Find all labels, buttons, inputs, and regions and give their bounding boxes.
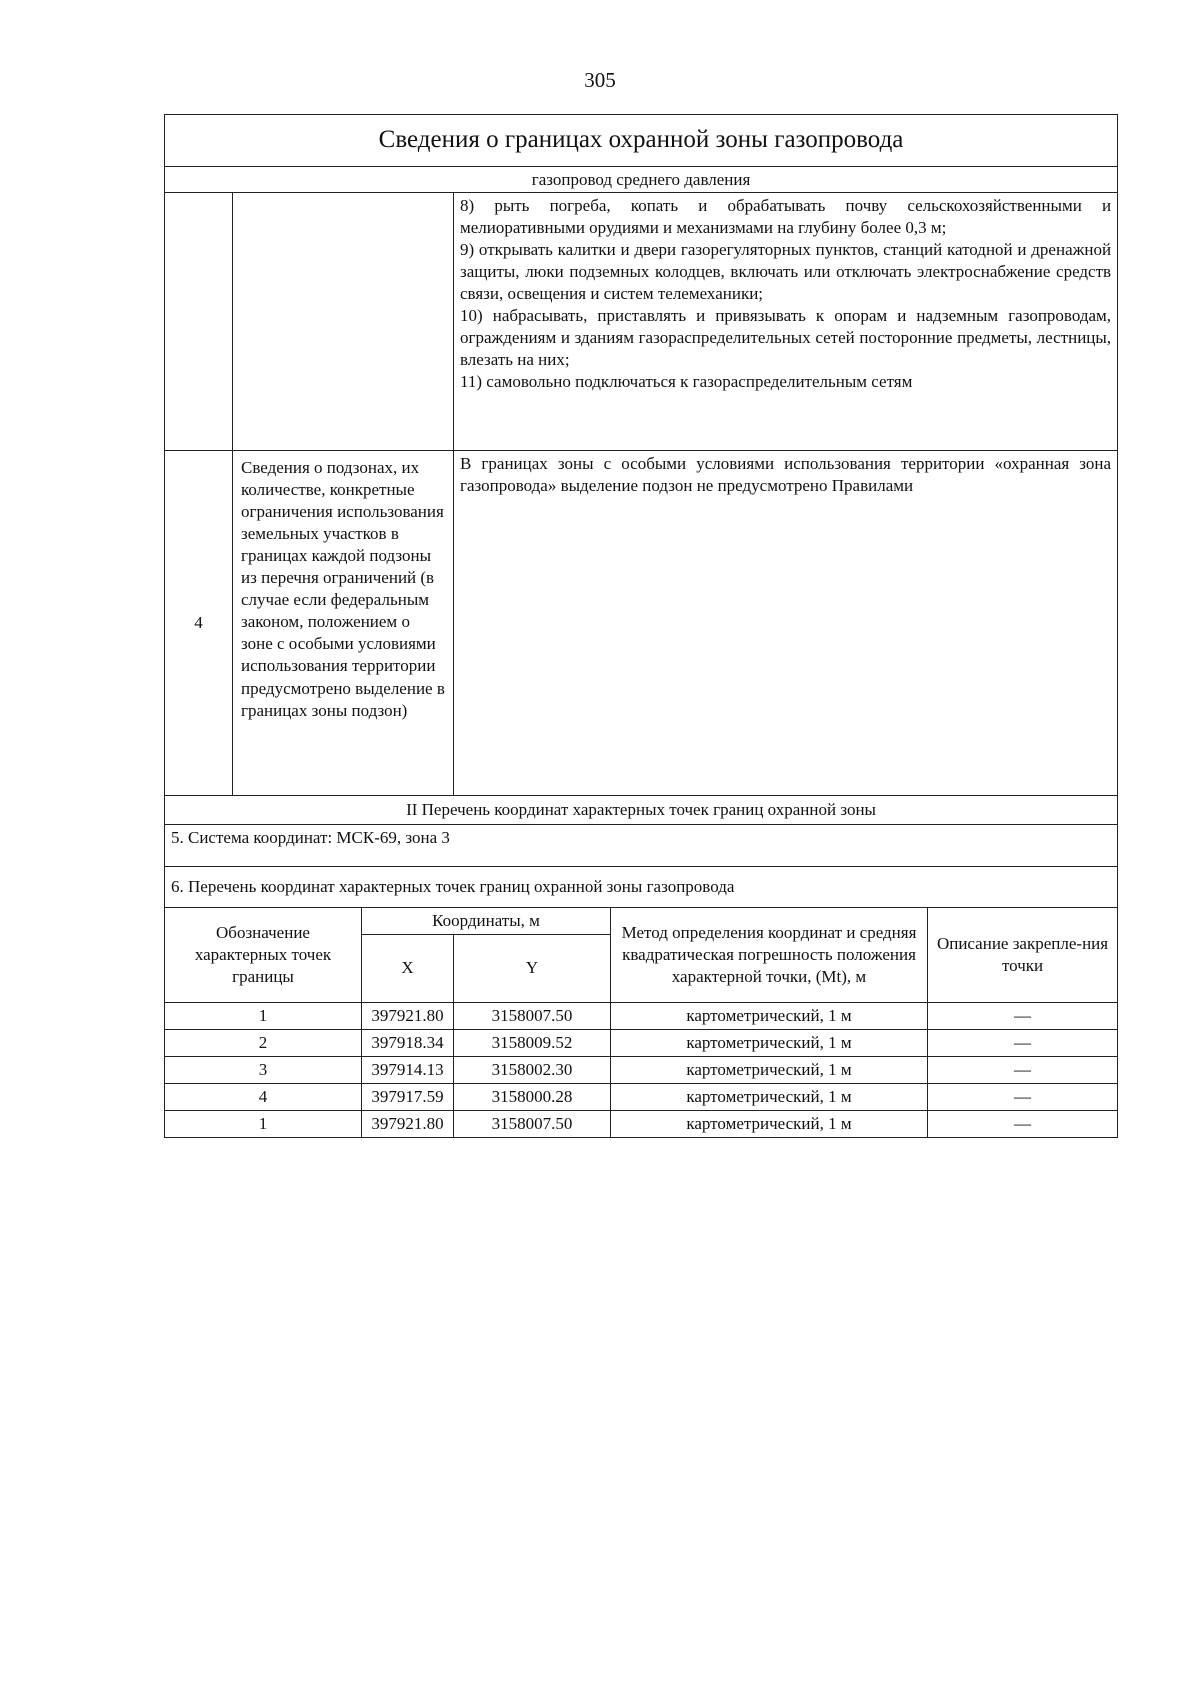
coord-list-title: 6. Перечень координат характерных точек границ охранной зоны газопровода [165, 866, 1118, 907]
restriction-item: 11) самовольно подключаться к газораспределительным сетям [460, 372, 913, 392]
description-cell: — [928, 1029, 1118, 1056]
x-cell: 397921.80 [362, 1002, 454, 1029]
table-row [165, 1029, 1118, 1056]
title-row [165, 115, 1118, 167]
restriction-item: 10) набрасывать, приставлять и привязывать к опорам и надземным газопроводам, ограждениям и зданиям газораспределительных сетей посторонние предметы, лестницы, влезать на них; [460, 306, 1112, 370]
x-cell: 397917.59 [362, 1084, 454, 1111]
restrictions-continued-row [165, 192, 1118, 450]
coord-system: 5. Система координат: МСК-69, зона 3 [165, 824, 1118, 866]
y-cell: 3158007.50 [454, 1111, 611, 1138]
table-row [165, 1084, 1118, 1111]
header-y: Y [454, 934, 611, 1002]
description-cell: — [928, 1002, 1118, 1029]
restriction-item: 9) открывать калитки и двери газорегуляторных пунктов, станций катодной и дренажной защиты, люки подземных колодцев, включать или отключать электроснабжение средств связи, освещения и систем телемеханики; [460, 239, 1112, 303]
method-cell: картометрический, 1 м [611, 1056, 928, 1083]
coord-system-row [165, 824, 1118, 866]
header-x: X [362, 934, 454, 1002]
header-coordinates: Координаты, м [362, 907, 611, 934]
point-cell: 4 [165, 1084, 362, 1111]
section-2-row [165, 795, 1118, 824]
table-row [165, 1111, 1118, 1138]
boundary-info-table [164, 114, 1118, 1138]
point-cell: 3 [165, 1056, 362, 1083]
x-cell: 397918.34 [362, 1029, 454, 1056]
y-cell: 3158002.30 [454, 1056, 611, 1083]
page-number: 305 [584, 68, 616, 92]
document-subtitle: газопровод среднего давления [165, 166, 1118, 192]
coord-list-title-row [165, 866, 1118, 907]
description-cell: — [928, 1111, 1118, 1138]
restriction-item: 8) рыть погреба, копать и обрабатывать почву сельскохозяйственными и мелиоративными орудиями и механизмами на глубину более 0,3 м; [460, 195, 1112, 237]
section-2-title: II Перечень координат характерных точек границ охранной зоны [165, 795, 1118, 824]
y-cell: 3158000.28 [454, 1084, 611, 1111]
y-cell: 3158007.50 [454, 1002, 611, 1029]
coord-header-row [165, 907, 1118, 934]
method-cell: картометрический, 1 м [611, 1084, 928, 1111]
header-description: Описание закрепле-ния точки [928, 907, 1118, 1002]
point-cell: 2 [165, 1029, 362, 1056]
method-cell: картометрический, 1 м [611, 1111, 928, 1138]
description-cell: — [928, 1056, 1118, 1083]
restrictions-list [454, 192, 1118, 450]
point-cell: 1 [165, 1002, 362, 1029]
description-cell: — [928, 1084, 1118, 1111]
document-title: Сведения о границах охранной зоны газопровода [165, 115, 1118, 167]
x-cell: 397914.13 [362, 1056, 454, 1083]
row-label-empty [233, 192, 454, 450]
point-cell: 1 [165, 1111, 362, 1138]
subzones-label: Сведения о подзонах, их количестве, конкретные ограничения использования земельных участков в границах каждой подзоны из перечня ограничений (в случае если федеральным законом, положением о зоне с особыми условиями использования территории предусмотрено выделение в границах зоны подзон) [233, 450, 454, 795]
row-number-empty [165, 192, 233, 450]
y-cell: 3158009.52 [454, 1029, 611, 1056]
header-point: Обозначение характерных точек границы [165, 907, 362, 1002]
table-row [165, 1056, 1118, 1083]
subzones-row [165, 450, 1118, 795]
header-method: Метод определения координат и средняя квадратическая погрешность положения характерной точки, (Mt), м [611, 907, 928, 1002]
x-cell: 397921.80 [362, 1111, 454, 1138]
row-number: 4 [165, 450, 233, 795]
table-row [165, 1002, 1118, 1029]
method-cell: картометрический, 1 м [611, 1002, 928, 1029]
subtitle-row [165, 166, 1118, 192]
subzones-value: В границах зоны с особыми условиями использования территории «охранная зона газопровода» выделение подзон не предусмотрено Правилами [454, 450, 1118, 795]
method-cell: картометрический, 1 м [611, 1029, 928, 1056]
